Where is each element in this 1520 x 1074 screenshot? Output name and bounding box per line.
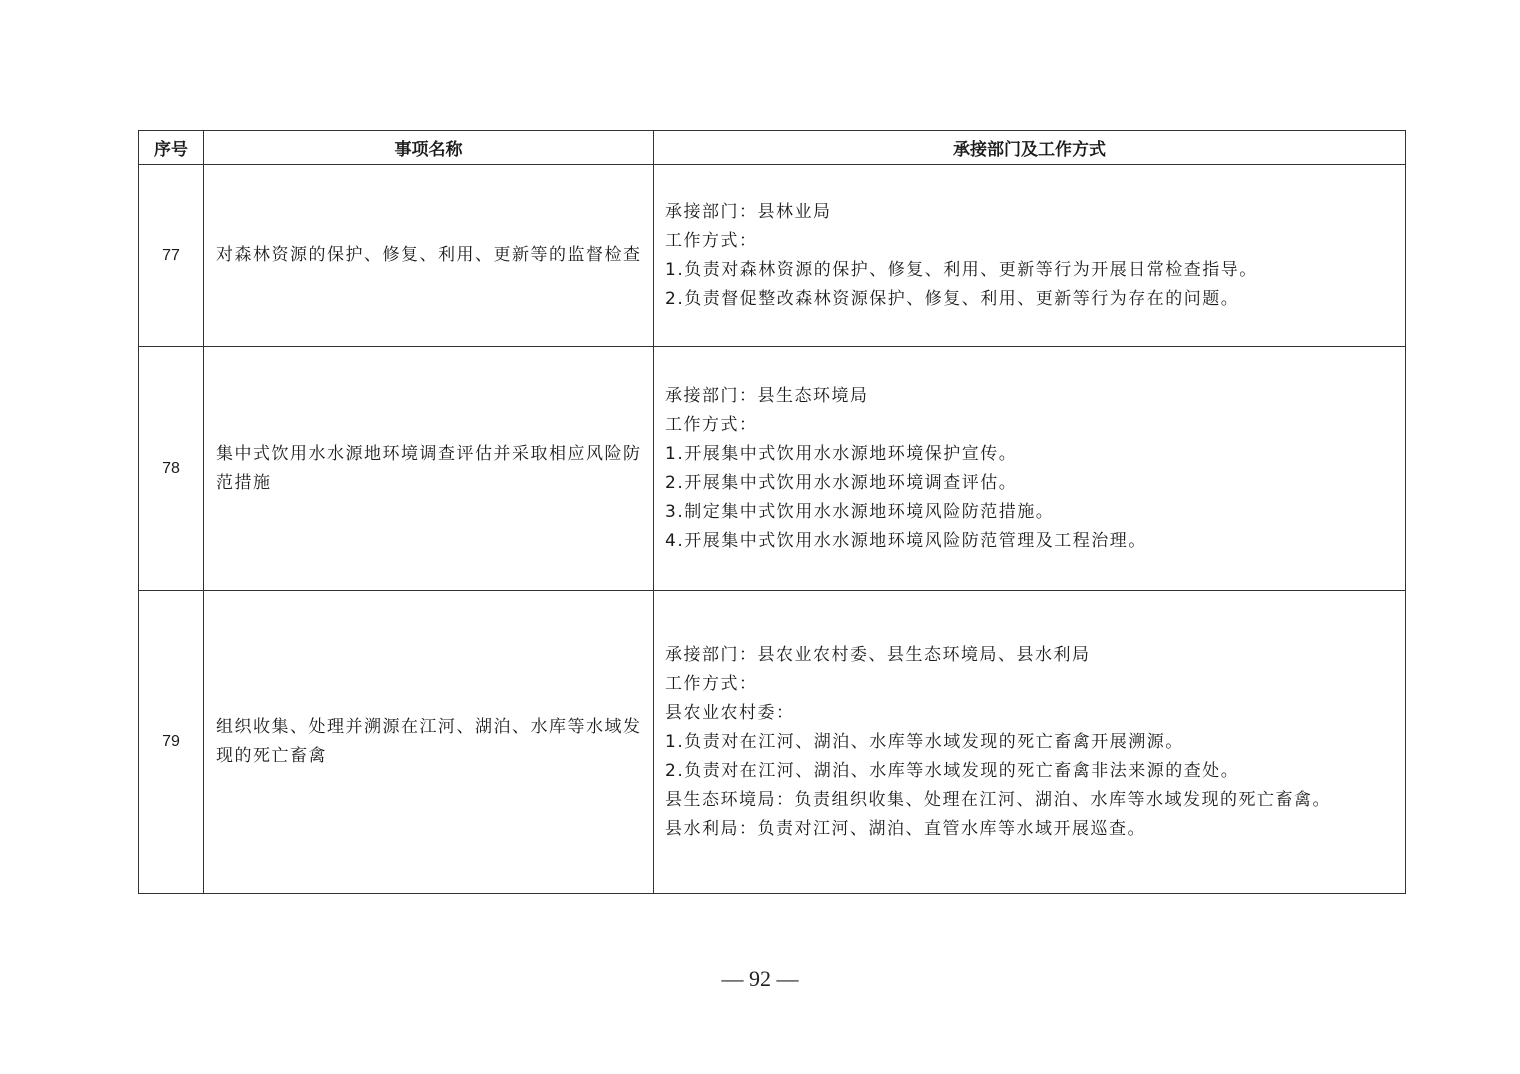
- table-header-row: [139, 131, 1406, 165]
- dept-line: 1.开展集中式饮用水水源地环境保护宣传。: [665, 443, 1018, 464]
- dept-line: 工作方式：: [665, 673, 758, 694]
- dept-line: 1.负责对在江河、湖泊、水库等水域发现的死亡畜禽开展溯源。: [665, 731, 1184, 752]
- row-dept-method: [654, 165, 1406, 347]
- table-row: [139, 347, 1406, 591]
- row-item-name: 集中式饮用水水源地环境调查评估并采取相应风险防范措施: [204, 347, 654, 591]
- header-seq: 序号: [139, 131, 204, 165]
- row-seq: 77: [139, 165, 204, 347]
- dept-line: 4.开展集中式饮用水水源地环境风险防范管理及工程治理。: [665, 530, 1147, 551]
- dept-line: 承接部门：县农业农村委、县生态环境局、县水利局: [665, 644, 1091, 665]
- table-row: [139, 165, 1406, 347]
- row-item-name: 对森林资源的保护、修复、利用、更新等的监督检查: [204, 165, 654, 347]
- dept-line: 1.负责对森林资源的保护、修复、利用、更新等行为开展日常检查指导。: [665, 259, 1258, 280]
- matters-table: [138, 130, 1406, 894]
- header-name: 事项名称: [204, 131, 654, 165]
- dept-line: 承接部门：县生态环境局: [665, 385, 869, 406]
- row-dept-method: [654, 347, 1406, 591]
- dept-line: 2.负责对在江河、湖泊、水库等水域发现的死亡畜禽非法来源的查处。: [665, 760, 1240, 781]
- dept-line: 县农业农村委：: [665, 702, 795, 723]
- row-dept-method: [654, 591, 1406, 894]
- dept-line: 2.开展集中式饮用水水源地环境调查评估。: [665, 472, 1018, 493]
- dept-line: 县水利局：负责对江河、湖泊、直管水库等水域开展巡查。: [665, 818, 1146, 839]
- dept-line: 承接部门：县林业局: [665, 201, 832, 222]
- dept-line: 工作方式：: [665, 414, 758, 435]
- table-row: [139, 591, 1406, 894]
- dept-line: 县生态环境局：负责组织收集、处理在江河、湖泊、水库等水域发现的死亡畜禽。: [665, 789, 1331, 810]
- row-item-name: 组织收集、处理并溯源在江河、湖泊、水库等水域发现的死亡畜禽: [204, 591, 654, 894]
- dept-line: 3.制定集中式饮用水水源地环境风险防范措施。: [665, 501, 1055, 522]
- dept-line: 2.负责督促整改森林资源保护、修复、利用、更新等行为存在的问题。: [665, 288, 1240, 309]
- row-seq: 79: [139, 591, 204, 894]
- dept-line: 工作方式：: [665, 230, 758, 251]
- page-number: — 92 —: [721, 966, 799, 991]
- header-dept: 承接部门及工作方式: [654, 131, 1406, 165]
- row-seq: 78: [139, 347, 204, 591]
